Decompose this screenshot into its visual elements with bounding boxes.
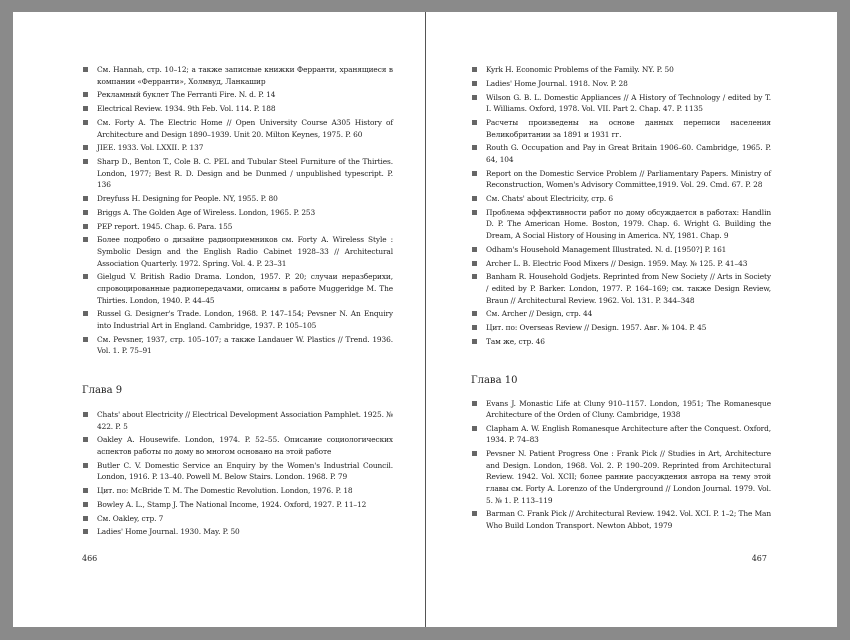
- bullet-square-icon: [472, 426, 477, 431]
- note-text: См. Pevsner, 1937, стр. 105–107; а также Landauer W. Plastics // Trend. 1936. Vol. 1. P. 75–91: [97, 334, 393, 356]
- bullet-square-icon: [83, 237, 88, 242]
- bullet-square-icon: [83, 67, 88, 72]
- note-item: [82, 334, 393, 357]
- note-item: [471, 448, 771, 506]
- note-item: [471, 308, 771, 320]
- right-page-content: [471, 64, 771, 534]
- bullet-square-icon: [472, 120, 477, 125]
- note-item: [471, 193, 771, 205]
- note-text: Oakley A. Housewife. London, 1974. P. 52–55. Описание социологических аспектов работы по дому во многом основано на этой работе: [97, 435, 393, 456]
- left-page-content: [82, 64, 393, 540]
- bullet-square-icon: [83, 210, 88, 215]
- note-text: Рекламный буклет The Ferranti Fire. N. d. P. 14: [97, 90, 276, 100]
- note-text: Archer L. B. Electric Food Mixers // Design. 1959. May. № 125. P. 41–43: [486, 258, 748, 268]
- note-item: [471, 168, 771, 191]
- note-text: Там же, стр. 46: [486, 336, 545, 346]
- note-text: Odham's Household Management Illustrated. N. d. [1950?] P. 161: [486, 244, 727, 254]
- note-item: [471, 207, 771, 242]
- note-item: [471, 64, 771, 76]
- note-text: Report on the Domestic Service Problem // Parliamentary Papers. Ministry of Reconstruction, Women's Advisory Committee,1919. Vol. 29. Cmd. 67. P. 28: [486, 168, 771, 190]
- note-item: [471, 244, 771, 256]
- note-item: [82, 499, 393, 511]
- note-item: [471, 92, 771, 115]
- bullet-square-icon: [472, 311, 477, 316]
- note-text: Clapham A. W. English Romanesque Architecture after the Conquest. Oxford, 1934. P. 74–83: [486, 423, 771, 445]
- bullet-square-icon: [83, 463, 88, 468]
- note-item: [82, 308, 393, 331]
- note-text: Chats' about Electricity // Electrical Development Association Pamphlet. 1925. № 422. P. 5: [97, 409, 393, 431]
- note-text: Цит. по: Overseas Review // Design. 1957. Авг. № 104. P. 45: [486, 323, 707, 333]
- bullet-square-icon: [83, 145, 88, 150]
- bullet-square-icon: [83, 502, 88, 507]
- bullet-square-icon: [83, 488, 88, 493]
- note-text: Ladies' Home Journal. 1918. Nov. P. 28: [486, 78, 628, 88]
- page-number-left: 466: [82, 554, 98, 563]
- note-text: Ladies' Home Journal. 1930. May. P. 50: [97, 527, 240, 537]
- note-item: [471, 142, 771, 165]
- chapter-10-title: Глава 10: [471, 374, 518, 386]
- note-item: [82, 434, 393, 457]
- note-text: Sharp D., Benton T., Cole B. C. PEL and Tubular Steel Furniture of the Thirties. London, 1977; Best R. D. Design and be Dunmed / unpublished typescript. P. 136: [97, 157, 393, 190]
- note-item: [471, 336, 771, 348]
- bullet-square-icon: [472, 95, 477, 100]
- bullet-square-icon: [472, 401, 477, 406]
- note-item: [82, 117, 393, 140]
- note-item: [82, 193, 393, 205]
- bullet-square-icon: [472, 339, 477, 344]
- note-text: PEP report. 1945. Chap. 6. Para. 155: [97, 221, 233, 231]
- page-number-right: 467: [751, 554, 767, 563]
- note-item: [82, 409, 393, 432]
- note-item: [471, 271, 771, 306]
- note-item: [471, 508, 771, 531]
- note-text: Gielgud V. British Radio Drama. London, 1957. P. 20; случаи неразберихи, спровоцированные радиопередачами, описаны в работе Muggeridge M. The Thirties. London, 1940. P. 44–45: [97, 272, 393, 305]
- note-text: Electrical Review. 1934. 9th Feb. Vol. 114. P. 188: [97, 104, 276, 114]
- note-text: Wilson G. B. L. Domestic Appliances // A History of Technology / edited by T. I. Williams. Oxford, 1978. Vol. VII. Part 2. Chap. 47. P. 1135: [486, 92, 771, 114]
- note-item: [82, 64, 393, 87]
- bullet-square-icon: [472, 81, 477, 86]
- note-text: Dreyfuss H. Designing for People. NY, 1955. P. 80: [97, 194, 278, 204]
- note-item: [471, 117, 771, 140]
- note-text: Russel G. Designer's Trade. London, 1968. P. 147–154; Pevsner N. An Enquiry into Industrial Art in England. Cambridge, 1937. P. 105–105: [97, 309, 393, 330]
- note-item: [471, 423, 771, 446]
- chapter-9-notes-continued: [471, 64, 771, 348]
- chapter-8-notes: [82, 64, 393, 357]
- note-text: Bowley A. L., Stamp J. The National Income, 1924. Oxford, 1927. P. 11–12: [97, 499, 367, 509]
- note-text: Pevsner N. Patient Progress One : Frank Pick // Studies in Art, Architecture and Design. London, 1968. Vol. 2. P. 190–209. Reprinted from Architectural Review. 1942. Vol. XCII; более ранние рассуждения автора на тему этой главы см. Forty A. Lorenzo of the Underground // London Journal. 1979. Vol. 5. № 1. P. 113–119: [486, 449, 771, 505]
- bullet-square-icon: [83, 196, 88, 201]
- note-item: [82, 234, 393, 269]
- bullet-square-icon: [472, 196, 477, 201]
- note-text: См. Hannah, стр. 10–12; а также записные книжки Ферранти, хранящиеся в компании «Ферранти», Холмвуд, Ланкашир: [97, 65, 393, 86]
- bullet-square-icon: [83, 120, 88, 125]
- note-text: Проблема эффективности работ по дому обсуждается в работах: Handlin D. P. The American Home. Boston, 1979. Chap. 6. Wright G. Building the Dream, A Social History of Housing in America. NY, 1981. Chap. 9: [486, 207, 771, 241]
- bullet-square-icon: [83, 106, 88, 111]
- note-text: Цит. по: McBride T. M. The Domestic Revolution. London, 1976. P. 18: [97, 486, 353, 496]
- note-item: [82, 103, 393, 115]
- note-text: Banham R. Household Godjets. Reprinted from New Society // Arts in Society / edited by P. Barker. London, 1977. P. 164–169; см. также Design Review, Braun // Architectural Review. 1962. Vol. 131. P. 344–348: [486, 272, 771, 305]
- chapter-9-notes: [82, 409, 393, 538]
- note-item: [82, 156, 393, 191]
- note-text: Routh G. Occupation and Pay in Great Britain 1906–60. Cambridge, 1965. P. 64, 104: [486, 143, 771, 164]
- note-item: [82, 513, 393, 525]
- bullet-square-icon: [83, 159, 88, 164]
- note-text: См. Archer // Design, стр. 44: [486, 309, 593, 319]
- bullet-square-icon: [83, 92, 88, 97]
- chapter-10-notes: [471, 398, 771, 532]
- note-text: Расчеты произведены на основе данных переписи населения Великобритании за 1891 и 1931 гг.: [486, 117, 771, 139]
- bullet-square-icon: [472, 67, 477, 72]
- bullet-square-icon: [83, 529, 88, 534]
- bullet-square-icon: [472, 451, 477, 456]
- note-item: [82, 526, 393, 538]
- note-text: Более подробно о дизайне радиоприемников см. Forty A. Wireless Style : Symbolic Design and the English Radio Cabinet 1928–33 // Architectural Association Quarterly. 1972. Spring. Vol. 4. P. 23–31: [97, 235, 393, 268]
- bullet-square-icon: [83, 412, 88, 417]
- note-text: JIEE. 1933. Vol. LXXII. P. 137: [97, 143, 204, 153]
- note-item: [82, 221, 393, 233]
- left-page: [13, 12, 426, 627]
- chapter-9-title: Глава 9: [82, 384, 123, 396]
- note-item: [471, 258, 771, 270]
- note-item: [471, 322, 771, 334]
- bullet-square-icon: [472, 210, 477, 215]
- note-text: См. Oakley, стр. 7: [97, 513, 164, 523]
- bullet-square-icon: [472, 145, 477, 150]
- bullet-square-icon: [83, 437, 88, 442]
- bullet-square-icon: [472, 261, 477, 266]
- bullet-square-icon: [83, 224, 88, 229]
- bullet-square-icon: [472, 325, 477, 330]
- note-text: Barman C. Frank Pick // Architectural Review. 1942. Vol. XCI. P. 1–2; The Man Who Build London Transport. Newton Abbot, 1979: [486, 509, 771, 530]
- bullet-square-icon: [472, 274, 477, 279]
- note-text: Briggs A. The Golden Age of Wireless. London, 1965. P. 253: [97, 207, 316, 217]
- note-text: См. Forty A. The Electric Home // Open University Course A305 History of Architecture and Design 1890–1939. Unit 20. Milton Keynes, 1975. P. 60: [97, 117, 393, 139]
- bullet-square-icon: [83, 311, 88, 316]
- bullet-square-icon: [472, 511, 477, 516]
- note-text: Kyrk H. Economic Problems of the Family. NY. P. 50: [486, 65, 674, 74]
- note-item: [82, 89, 393, 101]
- right-page: [426, 12, 837, 627]
- note-item: [471, 78, 771, 90]
- note-item: [82, 207, 393, 219]
- note-text: Butler C. V. Domestic Service an Enquiry by the Women's Industrial Council. London, 1916. P. 13–40. Powell M. Below Stairs. London. 1968. P. 79: [97, 460, 393, 482]
- note-text: См. Chats' about Electricity, стр. 6: [486, 194, 613, 204]
- note-item: [82, 271, 393, 306]
- note-item: [82, 142, 393, 154]
- bullet-square-icon: [83, 337, 88, 342]
- note-text: Evans J. Monastic Life at Cluny 910–1157. London, 1951; The Romanesque Architecture of the Orden of Cluny. Cambridge, 1938: [486, 398, 771, 420]
- bullet-square-icon: [472, 247, 477, 252]
- note-item: [82, 460, 393, 483]
- bullet-square-icon: [83, 274, 88, 279]
- note-item: [82, 485, 393, 497]
- bullet-square-icon: [83, 516, 88, 521]
- bullet-square-icon: [472, 171, 477, 176]
- note-item: [471, 398, 771, 421]
